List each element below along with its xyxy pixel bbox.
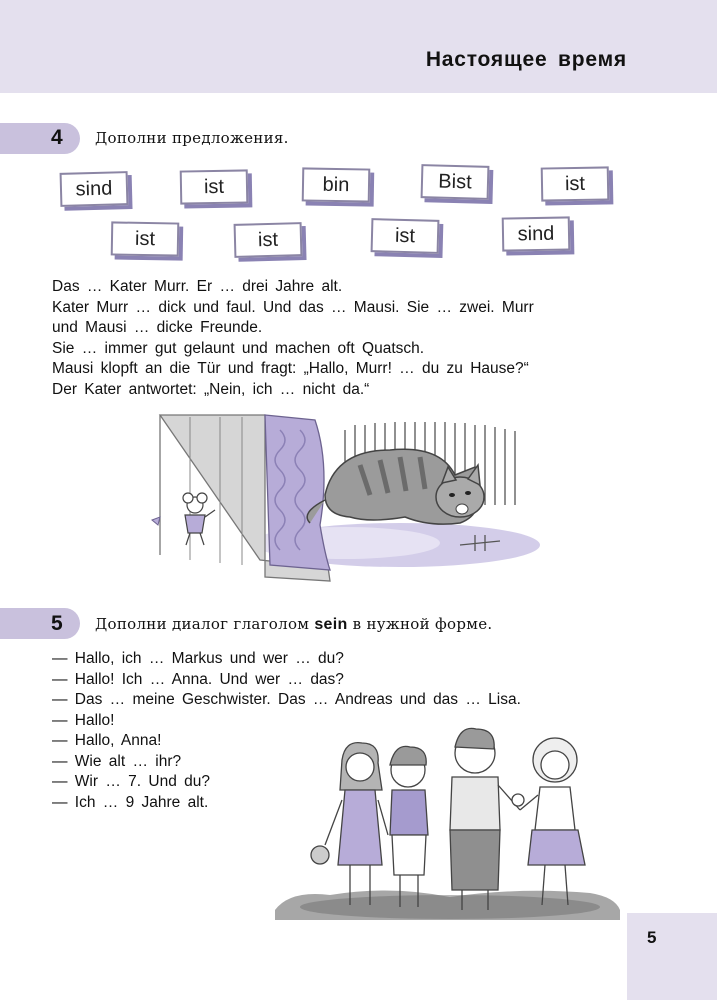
page-title: Настоящее время [425,48,627,71]
dialog-line: — Hallo! Ich … Anna. Und wer … das? [52,670,344,688]
task-4-line: Mausi klopft an die Tür und fragt: „Hallo, Murr! … du zu Hause?“ [52,360,529,377]
word-card: bin [302,167,371,202]
task-5-instruction-verb: sein [314,616,348,633]
cat-and-mouse-illustration [130,405,550,590]
task-5-instruction-post: в нужной форме. [352,615,493,633]
dialog-line: — Hallo! [52,711,115,729]
page-header [0,0,717,93]
word-card: ist [111,221,180,256]
task-4-instruction: Дополни предложения. [95,129,289,147]
task-5-instruction [95,615,492,634]
task-4-tab [0,123,80,154]
page-number: 5 [647,928,657,947]
task-4-line: Das … Kater Murr. Er … drei Jahre alt. [52,278,343,295]
page-number-box [627,913,717,1000]
task-4-text [52,277,642,400]
word-card: Bist [421,164,490,200]
dialog-line: — Wie alt … ihr? [52,752,182,770]
task-4-line: Sie … immer gut gelaunt und machen oft Quatsch. [52,339,425,357]
dialog-line: — Wir … 7. Und du? [52,773,210,790]
word-card: ist [541,166,610,201]
task-5-tab [0,608,80,639]
word-card: ist [180,169,249,204]
dialog-line: — Das … meine Geschwister. Das … Andreas und das … Lisa. [52,691,521,708]
dialog-line: — Ich … 9 Jahre alt. [52,793,209,811]
task-5-number: 5 [51,612,63,635]
dialog-line: — Hallo, Anna! [52,732,162,749]
task-4-line: und Mausi … dicke Freunde. [52,319,263,336]
word-card: ist [234,222,303,258]
task-4-line: Kater Murr … dick und faul. Und das … Mausi. Sie … zwei. Murr [52,298,534,316]
word-card: sind [60,171,129,207]
task-4-line: Der Kater antwortet: „Nein, ich … nicht da.“ [52,380,370,398]
task-5-instruction-pre: Дополни диалог глаголом [95,615,310,633]
word-card: sind [502,216,571,251]
word-card: ist [371,218,440,254]
task-4-number: 4 [51,126,63,149]
children-illustration [270,715,625,925]
dialog-line: — Hallo, ich … Markus und wer … du? [52,650,344,667]
